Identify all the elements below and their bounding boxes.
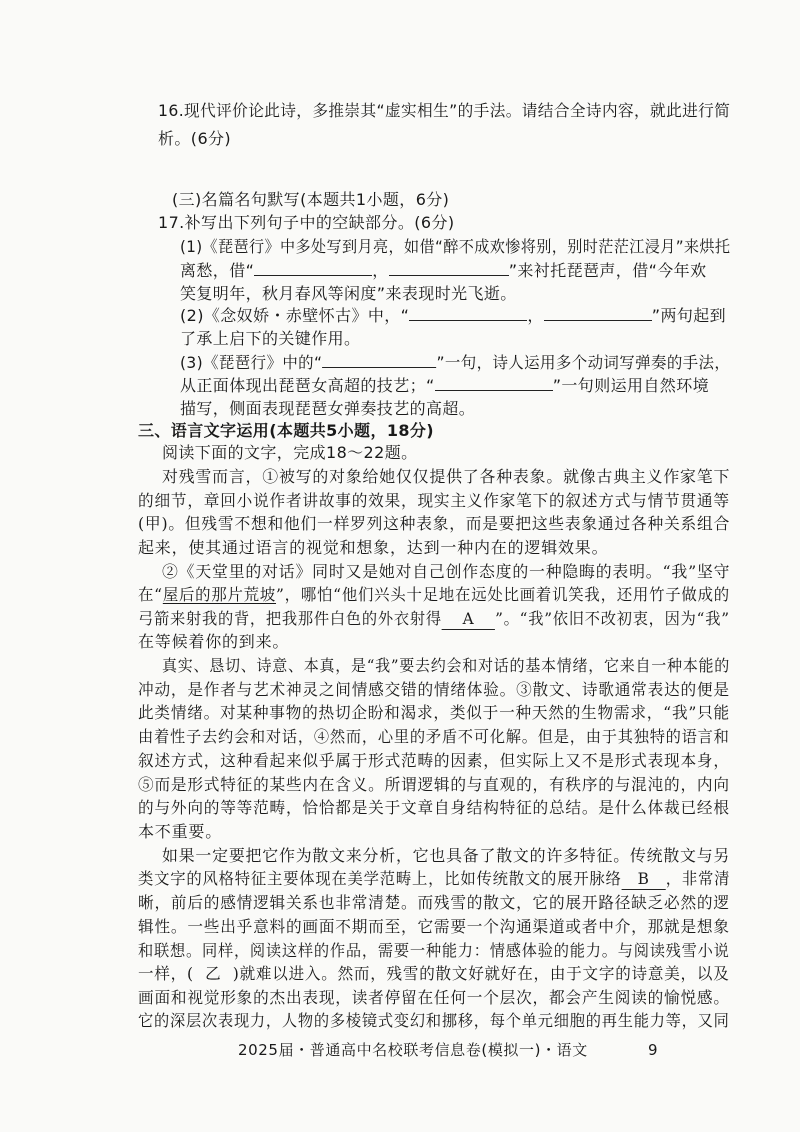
- q17-item2-blank1[interactable]: [409, 306, 527, 321]
- passage-p3-line: 的与外向的等等范畴，恰恰都是关于文章自身结构特征的总结。是什么体裁已经根: [138, 798, 730, 817]
- q17-item1-text-post: ”来衬托琵琶声，借“今年欢: [508, 261, 707, 280]
- page-number: 9: [648, 1041, 659, 1059]
- passage-text: ”，哪怕“他们兴头十足地在远处比画着讥笑我，还用竹子做成的: [276, 585, 730, 604]
- passage-p2-line: ②《天堂里的对话》同时又是她对自己创作态度的一种隐晦的表明。“我”坚守: [162, 562, 731, 581]
- passage-text: 在“: [138, 585, 163, 604]
- passage-p3-line: 本不重要。: [138, 822, 223, 841]
- blank-a[interactable]: A: [442, 609, 495, 630]
- q16-line-1: 16.现代评价论此诗，多推崇其“虚实相生”的手法。请结合全诗内容，就此进行简: [158, 101, 731, 120]
- underlined-phrase: 屋后的那片荒坡: [162, 585, 277, 604]
- q17-item3-blank2[interactable]: [435, 376, 553, 391]
- passage-p4-line: 画面和视觉形象的杰出表现，读者停留在任何一个层次，都会产生阅读的愉悦感。: [138, 988, 730, 1007]
- passage-p4-line: [138, 964, 730, 984]
- q17-item1-text-mid: ，: [372, 261, 389, 280]
- passage-text: 类文字的风格特征主要体现在美学范畴上，比如传统散文的展开脉络: [138, 869, 622, 888]
- passage-text: )就难以进入。然而，残雪的散文好就好在，由于文字的诗意美，以及: [232, 964, 730, 983]
- q17-item3-text-pre2: 从正面体现出琵琶女高超的技艺；“: [180, 376, 435, 395]
- q17-item2-text-post: ”两句起到: [651, 306, 727, 325]
- passage-p4-line: 它的深层次表现力，人物的多棱镜式变幻和挪移，每个单元细胞的再生能力等，又同: [138, 1011, 730, 1030]
- passage-p4-line: 如果一定要把它作为散文来分析，它也具备了散文的许多特征。传统散文与另: [162, 846, 731, 865]
- passage-p3-line: ⑤而是形式特征的某些内在含义。所谓逻辑的与直观的，有秩序的与混沌的，内向: [138, 775, 730, 794]
- q17-item1-line2: [180, 261, 706, 281]
- dictation-heading: (三)名篇名句默写(本题共1小题，6分): [172, 190, 450, 209]
- q17-stem: 17.补写出下列句子中的空缺部分。(6分): [158, 213, 455, 232]
- q17-item2-line2: 了承上启下的关键作用。: [180, 329, 361, 348]
- passage-text: 一样，(: [138, 964, 194, 983]
- q17-item3-text-pre: (3)《琵琶行》中的“: [180, 353, 323, 372]
- passage-p3-line: 此类情绪。对某种事物的热切企盼和渴求，类似于一种天然的生物需求，“我”只能: [138, 703, 730, 722]
- q17-item3-text-post2: ”一句则运用自然环境: [552, 376, 709, 395]
- blank-c[interactable]: 乙: [205, 964, 222, 983]
- q17-item2-text-mid: ，: [527, 306, 544, 325]
- passage-p2-line: [138, 585, 730, 605]
- q16-line-2: 析。(6分): [158, 129, 232, 148]
- passage-p1-line: 对残雪而言，①被写的对象给她仅仅提供了各种表象。就像古典主义作家笔下: [162, 467, 731, 486]
- q17-item3-line3: 描写，侧面表现琵琶女弹奏技艺的高超。: [180, 399, 476, 418]
- passage-p3-line: 真实、恳切、诗意、本真，是“我”要去约会和对话的基本情绪，它来自一种本能的: [162, 656, 730, 675]
- q17-item1-line1: (1)《琵琶行》中多处写到月亮，如借“醉不成欢惨将别，别时茫茫江浸月”来烘托: [180, 237, 731, 256]
- q17-item2-blank2[interactable]: [544, 306, 652, 321]
- q17-item1-line3: 笑复明年，秋月春风等闲度”来表现时光飞逝。: [180, 284, 517, 303]
- passage-p4-line: 和联想。同样，阅读这样的作品，需要一种能力：情感体验的能力。与阅读残雪小说: [138, 941, 730, 960]
- passage-p3-line: 由着性子去约会和对话，④然而，心里的矛盾不可化解。但是，由于其独特的语言和: [138, 727, 730, 746]
- passage-p4-line: 晰，前后的感情逻辑关系也非常清楚。而残雪的散文，它的展开路径缺乏必然的逻: [138, 893, 730, 912]
- passage-p1-line: 的细节，章回小说作者讲故事的效果，现实主义作家笔下的叙述方式与情节贯通等: [138, 491, 730, 510]
- q17-item1-blank2[interactable]: [389, 261, 509, 276]
- q17-item2-line1: [180, 306, 726, 326]
- passage-text: 弓箭来射我的背，把我那件白色的外衣射得: [138, 609, 442, 628]
- passage-text: ”。“我”依旧不改初衷，因为“我”: [495, 609, 730, 628]
- passage-p3-line: 叙述方式，这种看起来似乎属于形式范畴的因素，但实际上又不是形式表现本身，: [138, 751, 730, 770]
- blank-b[interactable]: B: [622, 869, 666, 890]
- passage-p2-line: [138, 609, 730, 630]
- q17-item2-text-pre: (2)《念奴娇・赤壁怀古》中，“: [180, 306, 410, 325]
- passage-p4-line: [138, 869, 730, 890]
- passage-p3-line: 冲动，是作者与艺术神灵之间情感交错的情绪体验。③散文、诗歌通常表达的便是: [138, 680, 730, 699]
- passage-p4-line: 辑性。一些出乎意料的画面不期而至，它需要一个沟通渠道或者中介，那就是想象: [138, 917, 730, 936]
- q17-item1-blank1[interactable]: [254, 261, 372, 276]
- q17-item3-line1: [180, 353, 730, 373]
- section-heading: 三、语言文字运用(本题共5小题，18分): [138, 421, 435, 440]
- q17-item1-text-pre: 离愁，借“: [180, 261, 255, 280]
- q17-item3-line2: [180, 376, 709, 396]
- passage-p1-line: (甲)。但残雪不想和他们一样罗列这种表象，而是要把这些表象通过各种关系组合: [138, 514, 731, 533]
- footer-title: 2025届・普通高中名校联考信息卷(模拟一)・语文: [238, 1041, 588, 1059]
- q17-item3-text-post: ”一句，诗人运用多个动词写弹奏的手法，: [436, 353, 731, 372]
- passage-p1-line: 起来，使其通过语言的视觉和想象，达到一种内在的逻辑效果。: [138, 538, 609, 557]
- passage-text: ，非常清: [665, 869, 731, 888]
- q17-item3-blank1[interactable]: [322, 353, 436, 368]
- reading-instruction: 阅读下面的文字，完成18～22题。: [162, 443, 418, 462]
- passage-p2-line: 在等候着你的到来。: [138, 632, 290, 651]
